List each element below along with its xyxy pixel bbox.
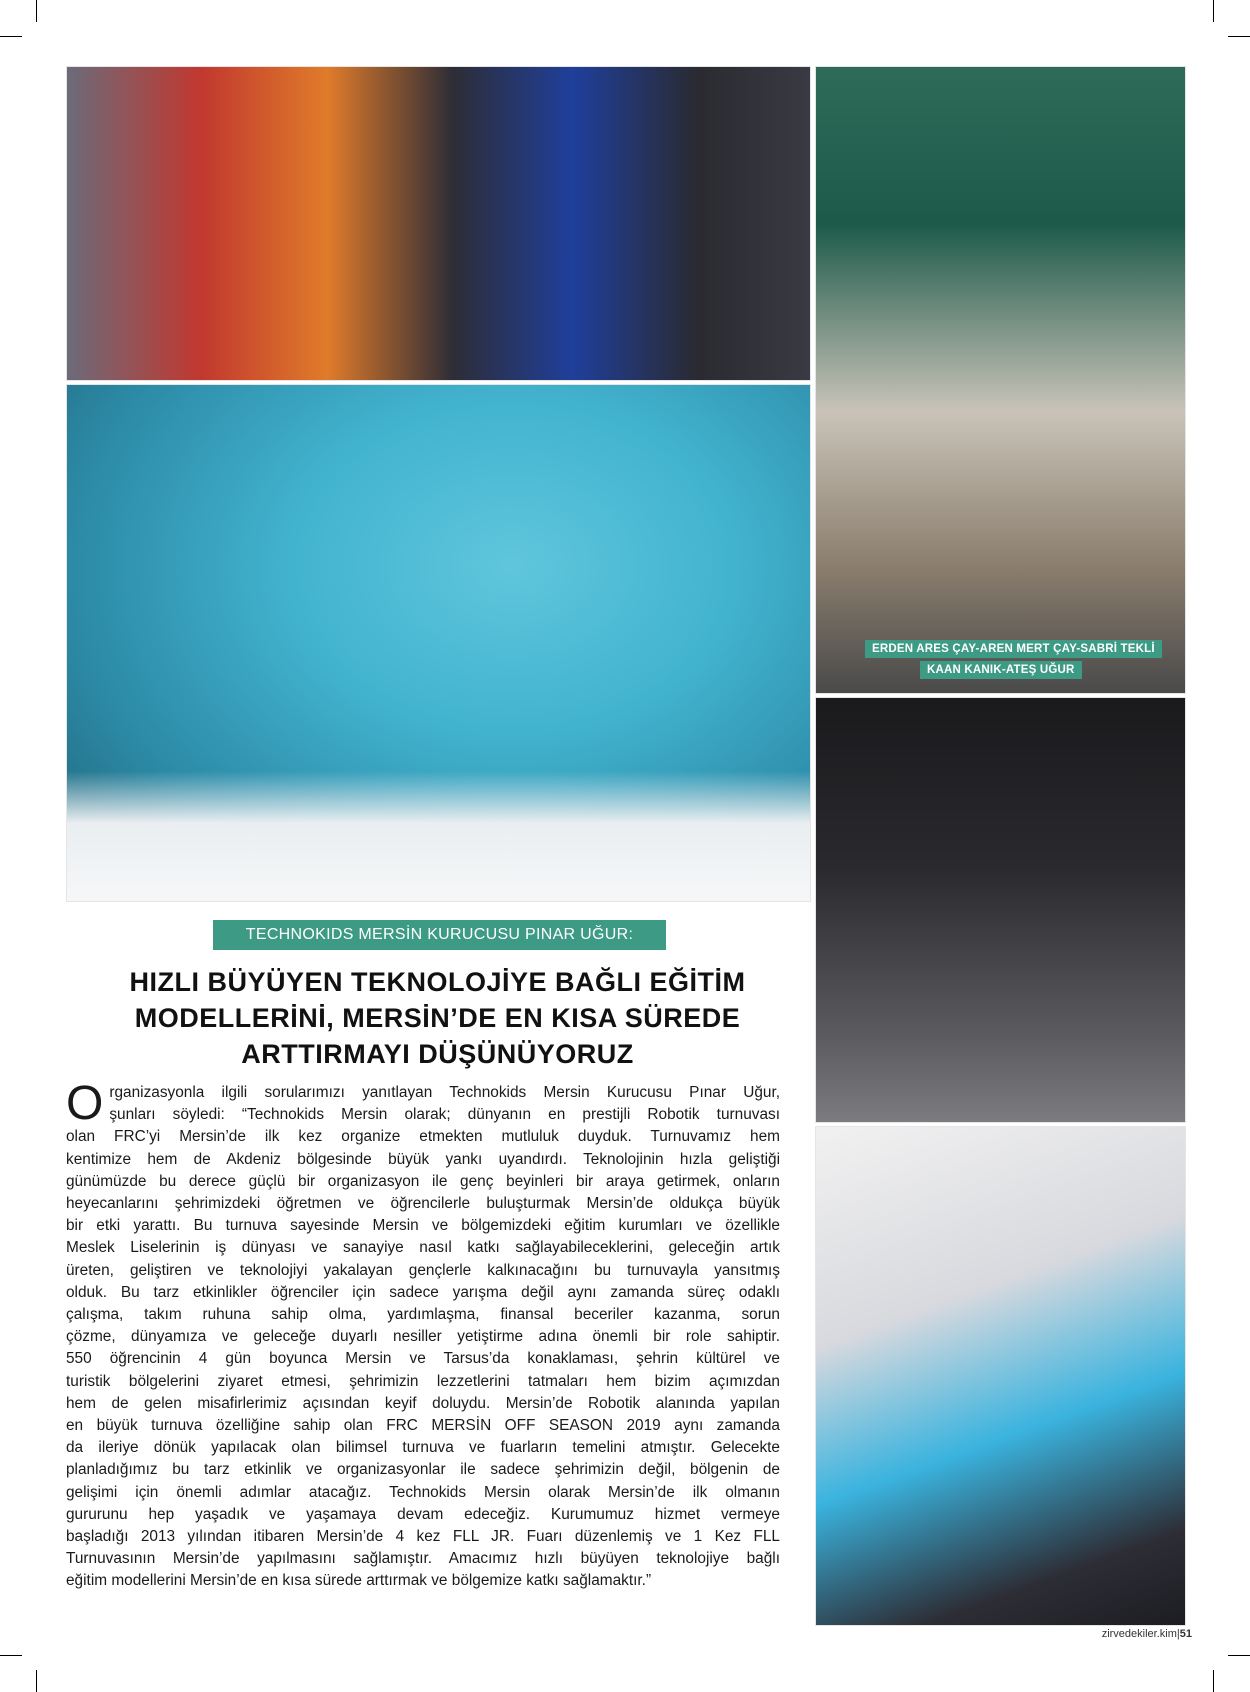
crop-mark (1213, 1670, 1214, 1692)
crop-mark (36, 0, 37, 22)
signature-wall-photo (815, 1126, 1186, 1626)
body-line: rganizasyonla ilgili sorularımızı yanıtlayan Technokids Mersin Kurucusu Pınar Uğur, (109, 1084, 780, 1101)
page-number: 51 (1179, 1628, 1192, 1640)
body-line: da ileriye dönük yapılacak olan bilimsel turnuva ve fuarların temelini atmıştır. Gelecekte (66, 1439, 780, 1457)
crop-mark (1228, 1655, 1250, 1656)
family-portrait-photo (815, 66, 1186, 694)
folio-separator: | (1176, 1628, 1180, 1640)
body-line: Meslek Liselerinin iş dünyası ve sanayiye nasıl katkı sağlayabileceklerini, geleceğin artık (66, 1239, 780, 1257)
robotics-team-dance-photo (66, 66, 811, 381)
body-line: planladığımız bu tarz etkinlik ve organizasyonlar ile sadece şehrimizin değil, bölgenin de (66, 1461, 780, 1479)
photo-caption-line-2: KAAN KANIK-ATEŞ UĞUR (920, 661, 1082, 679)
crop-mark (0, 1655, 22, 1656)
body-line: heyecanlarını şehrimizdeki öğretmen ve öğrencilerle buluşturmak Mersin’de oldukça büyük (66, 1195, 780, 1213)
body-line: olduk. Bu tarz etkinlikler öğrenciler için sadece yarışma değil aynı zamanda süreç odaklı (66, 1283, 780, 1301)
headline-line: ARTTIRMAYI DÜŞÜNÜYORUZ (241, 1039, 634, 1069)
body-line: olan FRC’yi Mersin’de ilk kez organize etmekten mutluluk duyduk. Turnuvamız hem (66, 1128, 780, 1146)
body-line: çalışma, takım ruhuna sahip olma, yardımlaşma, finansal beceriler kazanma, sorun (66, 1306, 780, 1324)
body-line: üreten, geliştiren ve teknolojiyi yakalayan gençlerle kalkınacağını bu turnuvayla yansıtmış (66, 1261, 780, 1279)
folio-site: zirvedekiler.kim (1101, 1628, 1177, 1640)
drop-cap: O (66, 1077, 104, 1130)
body-line: gelişimi için önemli adımlar atacağız. Technokids Mersin olarak Mersin’de ilk olmanın (66, 1483, 780, 1501)
crop-mark (1213, 0, 1214, 22)
article-kicker: TECHNOKIDS MERSİN KURUCUSU PINAR UĞUR: (213, 920, 666, 950)
body-line: günümüzde bu derece güçlü bir organizasyon ile genç beyinleri bir araya getirmek, onların (66, 1172, 780, 1190)
body-line: başladığı 2013 yılından itibaren Mersin’de 4 kez FLL JR. Fuarı düzenlemiş ve 1 Kez FLL (66, 1528, 780, 1546)
crop-mark (36, 1670, 37, 1692)
costume-mascots-photo (815, 697, 1186, 1123)
body-line: bir etki yarattı. Bu turnuva sayesinde Mersin ve bölgemizdeki eğitim kurumları ve özellikle (66, 1217, 780, 1235)
crop-mark (0, 36, 22, 37)
article-body (66, 1077, 780, 1593)
body-line: turistik bölgelerini ziyaret etmesi, şehrimizin lezzetlerini tatmaları hem bizim açımızdan (66, 1372, 780, 1390)
headline-line: MODELLERİNİ, MERSİN’DE EN KISA SÜREDE (134, 1003, 741, 1033)
body-line: kentimize hem de Akdeniz bölgesinde büyük yankı uyandırdı. Teknolojinin hızla geliştiği (66, 1150, 780, 1168)
body-line: şunları söyledi: “Technokids Mersin olarak; dünyanın en prestijli Robotik turnuvası (109, 1106, 780, 1124)
body-line: 550 öğrencinin 4 gün boyunca Mersin ve Tarsus’da konaklaması, şehrin kültürel ve (66, 1350, 780, 1368)
article-headline (66, 964, 809, 1072)
body-line: en büyük turnuva özelliğine sahip olan FRC MERSİN OFF SEASON 2019 aynı zamanda (66, 1417, 780, 1435)
crop-mark (1228, 36, 1250, 37)
body-line: eğitim modellerini Mersin’de en kısa sürede arttırmak ve bölgemize katkı sağlamaktır.” (66, 1572, 652, 1590)
body-line: hem de gelen misafirlerimiz açısından keyif doluydu. Mersin’de Robotik alanında yapılan (66, 1394, 780, 1412)
photo-caption-line-1: ERDEN ARES ÇAY-AREN MERT ÇAY-SABRİ TEKLİ (865, 640, 1162, 658)
body-line: Turnuvasının Mersin’de yapılmasını sağlamıştır. Amacımız hızlı büyüyen teknolojiye bağlı (66, 1550, 780, 1568)
page-folio (1102, 1628, 1192, 1640)
headline-line: HIZLI BÜYÜYEN TEKNOLOJİYE BAĞLI EĞİTİM (129, 967, 746, 997)
body-line: çözme, dünyamıza ve geleceğe duyarlı nesiller yetiştirme adına önemli bir role sahiptir. (66, 1328, 780, 1346)
body-line: gururunu hep yaşadık ve yaşamaya devam edeceğiz. Kurumumuz hizmet vermeye (66, 1505, 780, 1523)
audience-cheering-photo (66, 384, 811, 902)
